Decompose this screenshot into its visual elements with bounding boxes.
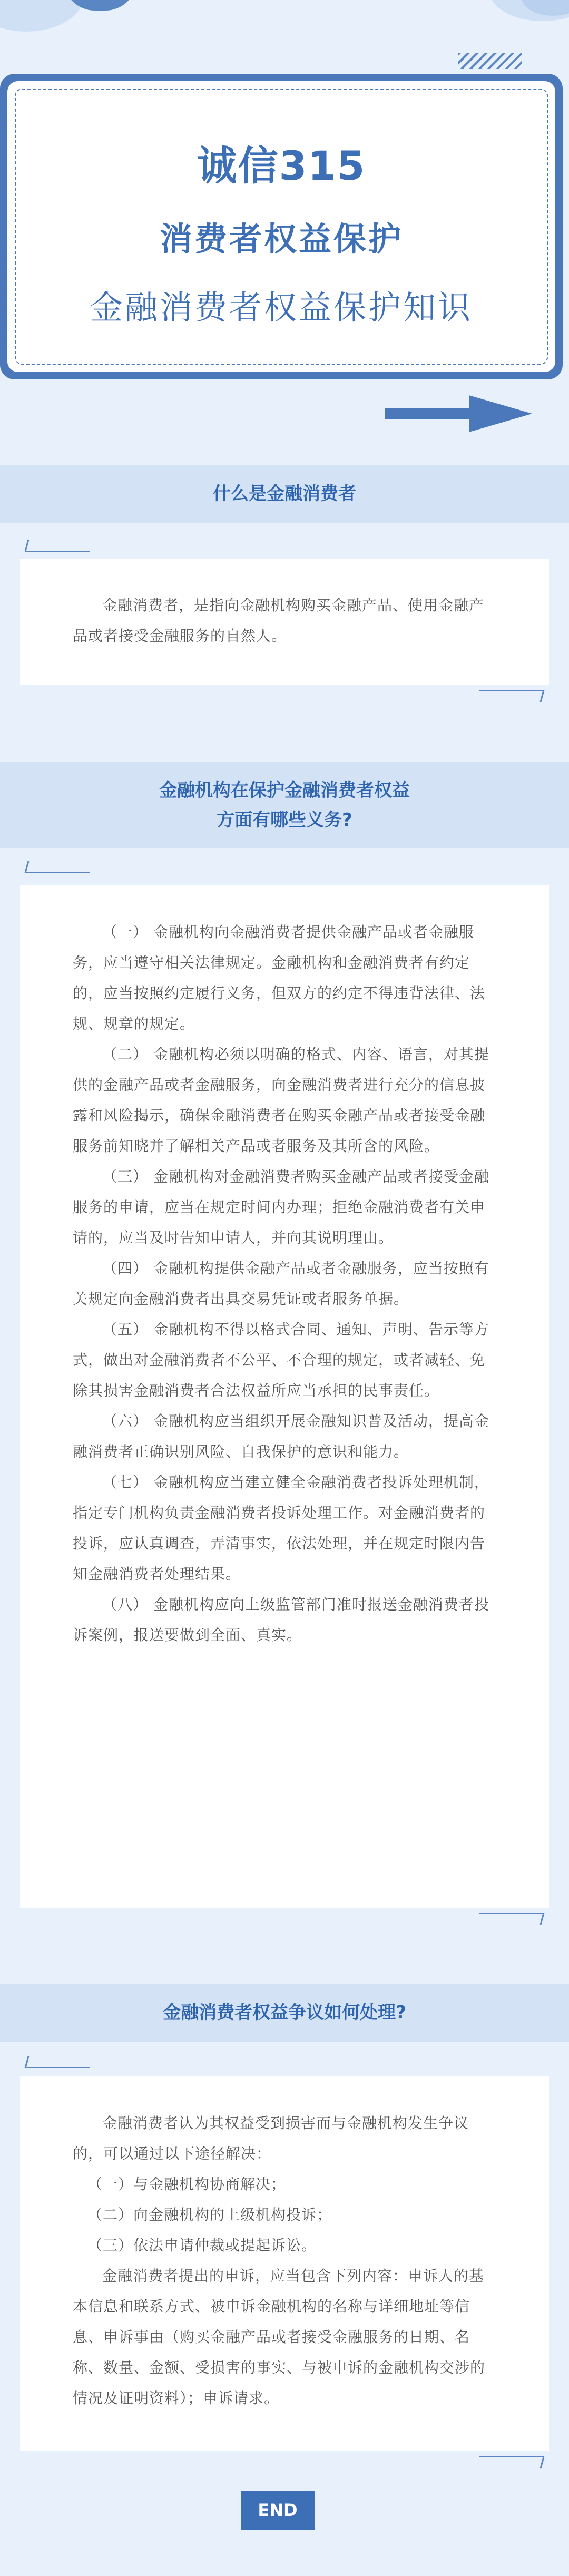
resolution-way: （三）依法申请仲裁或提起诉讼。 bbox=[87, 2237, 317, 2254]
resolution-way: （一）与金融机构协商解决； bbox=[87, 2175, 287, 2193]
hero-title: 诚信315 bbox=[197, 142, 366, 189]
obligation-item: （八） 金融机构应向上级监管部门准时报送金融消费者投诉案例，报送要做到全面、真实。 bbox=[73, 1596, 489, 1644]
decor-circle-left bbox=[0, 0, 84, 32]
corner-mark-icon bbox=[479, 688, 548, 704]
hero-banner bbox=[0, 74, 563, 379]
decor-hatch bbox=[458, 53, 522, 69]
obligation-item: （六） 金融机构应当组织开展金融知识普及活动，提高金融消费者正确识别风险、自我保护的意识和能力。 bbox=[73, 1412, 489, 1460]
corner-mark-icon bbox=[479, 2455, 548, 2471]
corner-mark-icon bbox=[21, 859, 90, 875]
hero-topic: 金融消费者权益保护知识 bbox=[90, 288, 473, 327]
obligation-item: （三） 金融机构对金融消费者购买金融产品或者接受金融服务的申请，应当在规定时间内办理；拒绝金融消费者有关申请的，应当及时告知申请人，并向其说明理由。 bbox=[73, 1168, 489, 1246]
corner-mark-icon bbox=[479, 1911, 548, 1927]
section-title: 什么是金融消费者 bbox=[213, 483, 356, 504]
paragraph-intro: 金融消费者认为其权益受到损害而与金融机构发生争议的，可以通过以下途径解决： bbox=[73, 2114, 469, 2162]
paragraph-closing: 金融消费者提出的申诉，应当包含下列内容：申诉人的基本信息和联系方式、被申诉金融机构的名称与详细地址等信息、申诉事由（购买金融产品或者接受金融服务的日期、名称、数量、金额、受损害的事实、与被申诉的金融机构交涉的情况及证明资料）；申诉请求。 bbox=[73, 2267, 486, 2407]
section-header-what-is bbox=[0, 465, 569, 523]
content-card-obligations bbox=[20, 885, 549, 1908]
obligation-item: （七） 金融机构应当建立健全金融消费者投诉处理机制，指定专门机构负责金融消费者投诉处理工作。对金融消费者的投诉，应认真调查，弄清事实，依法处理，并在规定时限内告知金融消费者处理结果。 bbox=[73, 1474, 489, 1583]
content-card-disputes bbox=[20, 2076, 549, 2451]
end-label: END bbox=[241, 2491, 315, 2530]
obligation-item: （五） 金融机构不得以格式合同、通知、声明、告示等方式，做出对金融消费者不公平、不合理的规定，或者减轻、免除其损害金融消费者合法权益所应当承担的民事责任。 bbox=[73, 1321, 489, 1399]
section-title-line1: 金融机构在保护金融消费者权益 bbox=[159, 780, 410, 801]
content-card-definition bbox=[20, 559, 549, 685]
section-title: 金融消费者权益争议如何处理? bbox=[163, 2002, 406, 2023]
hero-card bbox=[7, 81, 555, 372]
section-header-disputes bbox=[0, 1984, 569, 2042]
resolution-way: （二）向金融机构的上级机构投诉； bbox=[87, 2206, 332, 2223]
obligation-item: （一） 金融机构向金融消费者提供金融产品或者金融服务，应当遵守相关法律规定。金融机构和金融消费者有约定的，应当按照约定履行义务，但双方的约定不得违背法律、法规、规章的规定。 bbox=[73, 923, 486, 1032]
paragraph: 金融消费者，是指向金融机构购买金融产品、使用金融产品或者接受金融服务的自然人。 bbox=[73, 597, 485, 645]
obligation-item: （二） 金融机构必须以明确的格式、内容、语言，对其提供的金融产品或者金融服务，向金融消费者进行充分的信息披露和风险揭示，确保金融消费者在购买金融产品或者接受金融服务前知晓并了解相关产品或者服务及其所含的风险。 bbox=[73, 1046, 489, 1155]
arrow-right-icon bbox=[385, 395, 532, 432]
corner-mark-icon bbox=[21, 538, 90, 553]
hero-subtitle: 消费者权益保护 bbox=[159, 220, 403, 258]
obligation-item: （四） 金融机构提供金融产品或者金融服务，应当按照有关规定向金融消费者出具交易凭证或者服务单据。 bbox=[73, 1260, 489, 1307]
corner-mark-icon bbox=[21, 2054, 90, 2070]
section-title-line2: 方面有哪些义务? bbox=[217, 809, 352, 831]
section-header-obligations bbox=[0, 762, 569, 848]
